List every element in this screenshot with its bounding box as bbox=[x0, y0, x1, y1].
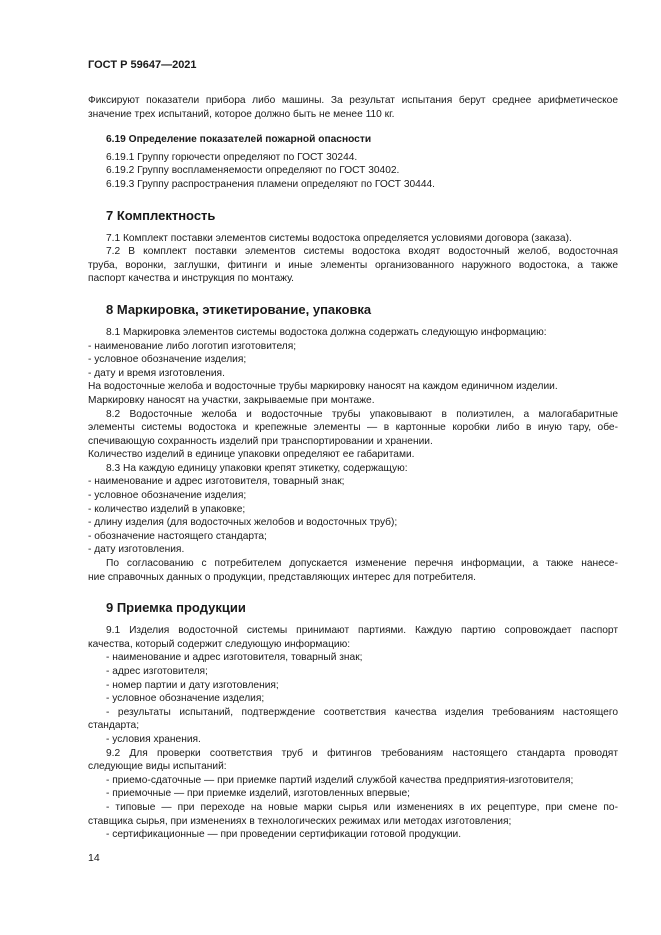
list-item: - условное обозначение изделия; bbox=[88, 354, 247, 366]
clause-6-19-3: 6.19.3 Группу распространения пламени определяют по ГОСТ 30444. bbox=[106, 178, 436, 190]
page-content bbox=[88, 94, 618, 842]
paragraph-line: значение трех испытаний, которое должно быть не менее 110 кг. bbox=[88, 108, 395, 120]
list-item: - условное обозначение изделия; bbox=[88, 490, 247, 502]
paragraph-line: качества, который содержит следующую информацию: bbox=[88, 638, 351, 650]
list-item: - наименование либо логотип изготовителя; bbox=[88, 340, 297, 352]
clause-9-2: 9.2 Для проверки соответствия труб и фитингов требованиям настоящего стандарта проводят bbox=[106, 747, 618, 759]
paragraph-line: труба, воронки, заглушки, фитинги и иные элементы организованного наружного водостока, а также bbox=[88, 259, 618, 271]
page-number: 14 bbox=[88, 852, 100, 864]
subsection-heading-6-19: 6.19 Определение показателей пожарной опасности bbox=[106, 134, 372, 146]
list-item: - приемочные — при приемке изделий, изготовленных впервые; bbox=[106, 788, 410, 800]
list-item: - приемо-сдаточные — при приемке партий изделий службой качества предприятия-изготовителя; bbox=[106, 774, 574, 786]
clause-7-1: 7.1 Комплект поставки элементов системы водостока определяется условиями договора (заказа). bbox=[106, 232, 572, 244]
section-heading-8: 8 Маркировка, этикетирование, упаковка bbox=[106, 301, 372, 317]
list-item: - типовые — при переходе на новые марки сырья или изменениях в их рецептуре, при смене по- bbox=[106, 801, 618, 813]
paragraph-line: ние справочных данных о продукции, представляющих интерес для потребителя. bbox=[88, 571, 476, 583]
section-heading-7: 7 Комплектность bbox=[106, 207, 216, 223]
paragraph-line: Маркировку наносят на участки, закрываемые при монтаже. bbox=[88, 394, 375, 406]
clause-8-2: 8.2 Водосточные желоба и водосточные трубы упаковывают в полиэтилен, а малогабаритные bbox=[106, 408, 618, 420]
clause-8-1: 8.1 Маркировка элементов системы водостока должна содержать следующую информацию: bbox=[106, 326, 547, 338]
list-item: - адрес изготовителя; bbox=[106, 666, 208, 677]
section-heading-9: 9 Приемка продукции bbox=[106, 600, 246, 616]
paragraph-line: паспорт качества и инструкция по монтажу. bbox=[88, 273, 294, 285]
list-item: - обозначение настоящего стандарта; bbox=[88, 530, 267, 542]
paragraph-line: Количество изделий в единице упаковки определяют ее габаритами. bbox=[88, 449, 415, 461]
list-item: - наименование и адрес изготовителя, товарный знак; bbox=[106, 652, 363, 664]
list-item: - дату и время изготовления. bbox=[88, 367, 225, 379]
clause-7-2: 7.2 В комплект поставки элементов системы водостока входят водосточный желоб, водосточная bbox=[106, 246, 618, 258]
paragraph-line: спечивающую сохранность изделий при транспортировании и хранении. bbox=[88, 435, 433, 447]
list-item: - номер партии и дату изготовления; bbox=[106, 679, 279, 691]
document-header: ГОСТ Р 59647—2021 bbox=[88, 59, 197, 71]
list-item: - результаты испытаний, подтверждение соответствия качества изделия требованиям настоящего bbox=[106, 706, 618, 718]
clause-8-3: 8.3 На каждую единицу упаковки крепят этикетку, содержащую: bbox=[106, 462, 408, 474]
list-item: - количество изделий в упаковке; bbox=[88, 503, 246, 515]
list-item: - сертификационные — при проведении сертификации готовой продукции. bbox=[106, 829, 462, 841]
clause-6-19-1: 6.19.1 Группу горючести определяют по ГОСТ 30244. bbox=[106, 151, 358, 163]
paragraph-line: следующие виды испытаний: bbox=[88, 761, 227, 773]
list-item: - длину изделия (для водосточных желобов и водосточных труб); bbox=[88, 517, 398, 529]
list-item: - дату изготовления. bbox=[88, 544, 185, 556]
list-item: - условия хранения. bbox=[106, 733, 201, 745]
list-item: - условное обозначение изделия; bbox=[106, 693, 265, 705]
paragraph-line: На водосточные желоба и водосточные трубы маркировку наносят на каждом единичном изделии. bbox=[88, 381, 558, 393]
paragraph-line: стандарта; bbox=[88, 720, 140, 732]
paragraph-line: элементы системы водостока и крепежные элементы — в картонные коробки либо в иную тару, обе- bbox=[88, 422, 618, 434]
paragraph-line: По согласованию с потребителем допускается изменение перечня информации, а также нанесе- bbox=[106, 558, 618, 570]
clause-9-1: 9.1 Изделия водосточной системы принимают партиями. Каждую партию сопровождает паспорт bbox=[106, 625, 618, 637]
paragraph-line: Фиксируют показатели прибора либо машины. За результат испытания берут среднее арифметическое bbox=[88, 95, 618, 106]
paragraph-line: ставщика сырья, при изменениях в технологических режимах или методах изготовления; bbox=[88, 815, 512, 827]
clause-6-19-2: 6.19.2 Группу воспламеняемости определяют по ГОСТ 30402. bbox=[106, 165, 400, 177]
list-item: - наименование и адрес изготовителя, товарный знак; bbox=[88, 476, 345, 488]
